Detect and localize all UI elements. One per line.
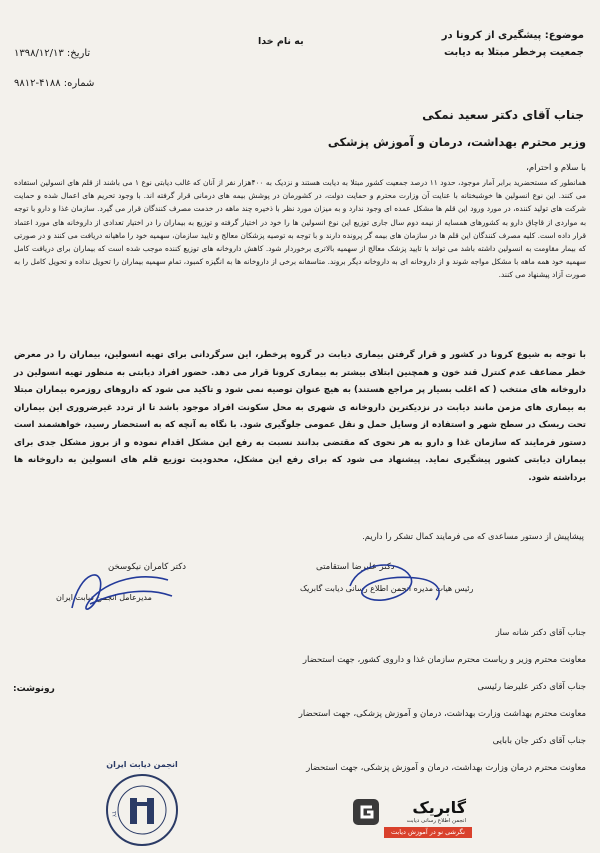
gabric-logo — [352, 796, 472, 840]
left-signer-title: مدیرعامل انجمن دیابت ایران — [56, 593, 152, 602]
basmala: به نام خدا — [258, 36, 304, 47]
cc-item: جناب آقای دکتر علیرضا رئیسی — [477, 682, 586, 692]
body-paragraph-2: با توجه به شیوع کرونا در کشور و قرار گرفتن بیماری دیابت در گروه پرخطر، این سرگردانی برای تهیه انسولین، بیماران را در معرض خطر مضاعف عدم کنترل قند خون و همچنین ابتلای بیشتر به بیماری کرونا قرار می دهد. حضور افراد دیابتی به منظور تهیه انسولین در داروخانه های منتخب ( که اغلب بسیار پر مراجع هستند) به هیچ عنوان توصیه نمی شود و تاکید می شود که داروهای روزمره بیماران مبتلا به بیماری های مزمن مانند دیابت در نزدیکترین داروخانه ی شهری به محل سکونت افراد موجود باشد تا از تردد غیرضروری این بیماران تحت ریسک در سطح شهر و استفاده از وسایل حمل و نقل عمومی جلوگیری شود. با نگاه به آنچه که به استحضار رسید، خواهشمند است دستور فرمایند که سازمان غذا و دارو به هر نحوی که مقتضی بدانند نسبت به رفع این مشکل اقدام نموده و از بروز مشکل جدی برای بیماران دیابتی کشور پیشگیری نماید. پیشنهاد می شود که برای رفع این مشکل، محدودیت توزیع قلم های انسولین به داروخانه ها برداشته شود. — [14, 350, 586, 483]
idf-ring-text: TY — [110, 810, 117, 818]
cc-item: جناب آقای دکتر جان بابایی — [492, 736, 586, 746]
left-signer-name: دکتر کامران نیکوسخن — [108, 562, 187, 572]
gabric-name: گابریک — [412, 798, 466, 817]
letter-number: شماره: ۴۱۸۸-۹۸۱۲ — [14, 78, 95, 89]
subject-line-2: جمعیت پرخطر مبتلا به دیابت — [443, 47, 584, 58]
cc-item: معاونت محترم بهداشت وزارت بهداشت، درمان و آموزش پزشکی، جهت استحضار — [298, 709, 586, 719]
subject-block — [442, 27, 584, 61]
right-signer-name: دکتر علیرضا استقامتی — [316, 562, 395, 572]
gabric-subtitle: انجمن اطلاع رسانی دیابت — [406, 818, 466, 824]
iranian-diabetes-society-logo — [92, 760, 192, 850]
right-signer-title: رئیس هیات مدیره انجمن اطلاع رسانی دیابت گابریک — [300, 584, 474, 593]
subject-line-1: موضوع: پیشگیری از کرونا در — [441, 30, 584, 41]
greeting: با سلام و احترام، — [526, 163, 586, 173]
idf-logo-title: انجمن دیابت ایران — [106, 760, 178, 769]
left-signature-scribble — [60, 560, 180, 620]
cc-label: رونوشت: — [13, 684, 55, 694]
idf-emblem-icon — [104, 772, 180, 848]
recipient-name: جناب آقای دکتر سعید نمکی — [422, 108, 584, 122]
right-signature-scribble — [340, 556, 450, 614]
cc-item: معاونت محترم درمان وزارت بهداشت، درمان و آموزش پزشکی، جهت استحضار — [306, 763, 586, 773]
gabric-tagline: نگرشی نو در آموزش دیابت — [384, 827, 472, 838]
closing-line: پیشاپیش از دستور مساعدی که می فرمایند کمال تشکر را داریم. — [362, 531, 584, 541]
cc-item: معاونت محترم وزیر و ریاست محترم سازمان غذا و داروی کشور، جهت استحضار — [302, 655, 586, 665]
cc-item: جناب آقای دکتر شانه ساز — [495, 628, 586, 638]
body-paragraph-1: همانطور که مستحضرید برابر آمار موجود، حدود ۱۱ درصد جمعیت کشور مبتلا به دیابت هستند و نزدیک به ۴۰۰هزار نفر از آنان که غالب دیابتی نوع ۱ می باشند از قلم های انسولین استفاده می کنند. این نوع انسولین ها خوشبختانه با عنایت آن وزارت محترم و حمایت دولت، در کشورمان در پوشش بیمه های درمانی قرار گرفته اند. با وجود تحریم های اعمال شده و حمایت شرکت های تولید کننده، در مورد ورود این قلم ها مشکل عمده ای وجود ندارد و به میزان مورد نظر با ذخیره چند ماهه در خدمت مصرف کنندگان قرار می گیرد. سازمان غذا و دارو با توجه به مواردی از قاچاق دارو به کشورهای همسایه از نیمه دوم سال جاری توزیع این نوع انسولین ها را خود در اختیار گرفته و توزیع به بیماران را در اختیار تعدادی از داروخانه های مورد اعتماد قرار داده است. کلیه مصرف کنندگان این قلم ها در سازمان های بیمه گر پرونده دارند و با توجه به توصیه پزشکان معالج و تایید سازمان، سهمیه خود را ماهیانه دریافت می کنند و در صورتی که بیمار مقاومت به انسولین داشته باشد می تواند با تایید پزشک معالج از سهمیه بالاتری برخوردار شود. کاهش داروخانه های توزیع کننده موجب شده است که بیماران برای دریافت کامل سهمیه خود همه ماهه با مشکل مواجه شوند و از داروخانه ای به داروخانه دیگر بروند. متاسفانه برخی از داروخانه ها به انگیزه کمبود، تمام سهمیه بیماران را تحویل نداده و تحویل کامل را به صورت آزاد پیشنهاد می کنند. — [14, 178, 587, 280]
letter-date: تاریخ: ۱۳۹۸/۱۲/۱۳ — [14, 48, 91, 59]
recipient-title: وزیر محترم بهداشت، درمان و آموزش پزشکی — [327, 135, 586, 149]
gabric-emblem-icon — [352, 798, 380, 826]
